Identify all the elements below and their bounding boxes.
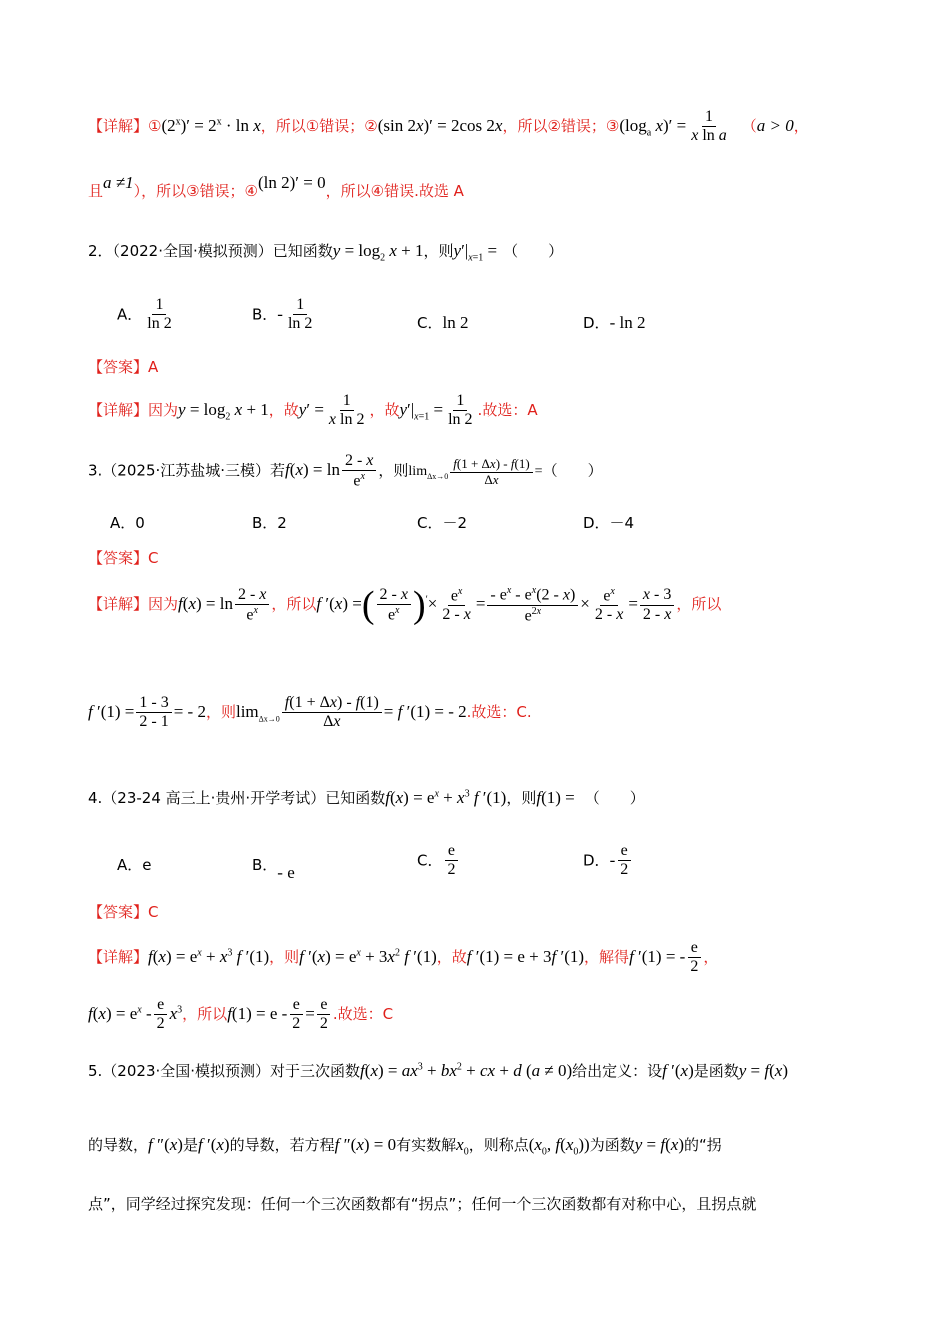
- q3-option-c[interactable]: C．－2: [417, 514, 468, 532]
- q2-option-d[interactable]: D．- ln 2: [583, 313, 646, 332]
- q4-option-a[interactable]: A．e: [117, 856, 152, 874]
- q4-detail-line-2: $f(x) = e^x$ - $\frac{e}{2}$ $x^3$，所以f(1) = e - $\frac{e}{2}$ = $\frac{e}{2}$ .故选：C: [88, 996, 394, 1033]
- q2-answer: 【答案】A: [88, 358, 159, 376]
- math-ln2-derivative: (ln 2)′ = 0: [258, 173, 326, 192]
- q4-detail-line-1: 【详解】$f(x) = e^x + x^3$ f ′(1)，则f $'(x) = e^x + 3x^2$ f ′(1)，故f ′(1) = e + 3f ′(1)，解得f ′(1) = - $\frac{e}{2}$ ，: [88, 939, 719, 976]
- q4-option-c[interactable]: C． $\frac{e}{2}$: [417, 842, 460, 880]
- q3-detail-line-1: 【详解】因为f(x) = ln $\frac{2 - x}{e^x}$ ，所以f ′(x) =( $\frac{2 - x}{e^x}$ )′× $\frac{e^x}{2 - x}$ = $\frac{- e^x - e^x(2 - x)}{e^{2x}}$ × $\frac{e^x}{2 - x}$ = $\frac{x - 3}{2 - x}$ ，所以: [88, 584, 722, 627]
- math-q3-function: f(x) = ln $\frac{2 - x}{e^x}$: [285, 460, 378, 479]
- q4-answer: 【答案】C: [88, 903, 159, 921]
- q3-option-b[interactable]: B．2: [252, 514, 287, 532]
- math-q2-function: $y = \log_2 x + 1$: [332, 241, 424, 264]
- q3-option-a[interactable]: A．0: [110, 514, 145, 532]
- math-sin-derivative: (sin 2x)′ = 2cos 2x: [377, 115, 503, 135]
- q3-stem: 3.（2025·江苏盐城·三模）若f(x) = ln $\frac{2 - x}{e^x}$ ，则$\lim_{\Delta x\to 0}$ $\frac{f(1 + \Delta x) - f(1)}{\Delta x}$ =（ ）: [88, 452, 603, 490]
- q1-detail-line-1: 【详解】$①(2^x)' = 2^x \cdot \ln x$，所以①错误；②(sin 2x)′ = 2cos 2x，所以②错误；$③(\log_a$ x)′ = $\frac{1}{\text{x ln a}}$ （a > 0，: [88, 108, 809, 145]
- q4-option-b[interactable]: B．- e: [252, 856, 295, 882]
- q2-detail: 【详解】因为$y = \log_2 x + 1$，故y′ = $\frac{1}{\text{x ln 2}}$ ，故$y'|_{x=1}$ = $\frac{1}{\ln 2}$ .故选：A: [88, 392, 538, 429]
- q5-stem-line-2: 的导数，f ″(x)是f ′(x)的导数，若方程f ″(x) = 0有实数解$x_0$，则称点($x_0$, $f(x_0)$)为函数y = f(x)的“拐: [88, 1135, 722, 1158]
- q5-stem-line-1: 5.（2023·全国·模拟预测）对于三次函数$f(x) = ax^3 + bx^2$ + cx + d (a ≠ 0)给出定义：设f ′(x)是函数y = f(x): [88, 1061, 789, 1080]
- q2-stem: 2．（2022·全国·模拟预测）已知函数$y = \log_2 x + 1$，则$y'|_{x=1}$ = （ ）: [88, 241, 564, 264]
- q3-answer: 【答案】C: [88, 549, 159, 567]
- q2-option-b[interactable]: B．- $\frac{1}{\ln 2}$: [252, 296, 313, 333]
- q1-detail-line-2: 且a ≠1），所以③错误；④(ln 2)′ = 0，所以④错误.故选 A: [88, 173, 464, 200]
- q2-option-c[interactable]: C．ln 2: [417, 313, 469, 332]
- math-2x-derivative: $(2^x)' = 2^x \cdot \ln x$: [161, 115, 261, 135]
- math-q3-limit: $\lim_{\Delta x\to 0}$ $\frac{f(1 + \Delta x) - f(1)}{\Delta x}$ =: [408, 455, 543, 487]
- q3-option-d[interactable]: D．－4: [583, 514, 635, 532]
- q5-stem-line-3: 点”，同学经过探究发现：任何一个三次函数都有“拐点”；任何一个三次函数都有对称中心，且拐点就: [88, 1195, 757, 1213]
- math-q4-function: $f(x) = e^x + x^3$ f ′(1): [385, 788, 507, 807]
- math-q2-target: $y'|_{x=1}$ =: [453, 241, 498, 264]
- math-log-derivative: ($\log_a$ x)′ = $\frac{1}{\text{x ln a}}$: [619, 108, 727, 145]
- detail-tag: 【详解】: [88, 116, 149, 135]
- math-q5-cubic: $f(x) = ax^3 + bx^2$ + cx + d (a ≠ 0): [360, 1061, 573, 1080]
- q4-option-d[interactable]: D．- $\frac{e}{2}$: [583, 842, 633, 880]
- q2-option-a[interactable]: A． $\frac{1}{\ln 2}$: [117, 296, 172, 333]
- q4-stem: 4.（23-24 高三上·贵州·开学考试）已知函数$f(x) = e^x + x^3$ f ′(1)，则f(1) = （ ）: [88, 788, 645, 807]
- q3-detail-line-2: f ′(1) = $\frac{1 - 3}{2 - 1}$ = - 2，则$\lim_{\Delta x\to 0}$ $\frac{f(1 + \Delta x) - f(1)}{\Delta x}$ = f ′(1) = - 2.故选：C.: [88, 694, 532, 731]
- math-q4-target: f(1) =: [536, 788, 575, 807]
